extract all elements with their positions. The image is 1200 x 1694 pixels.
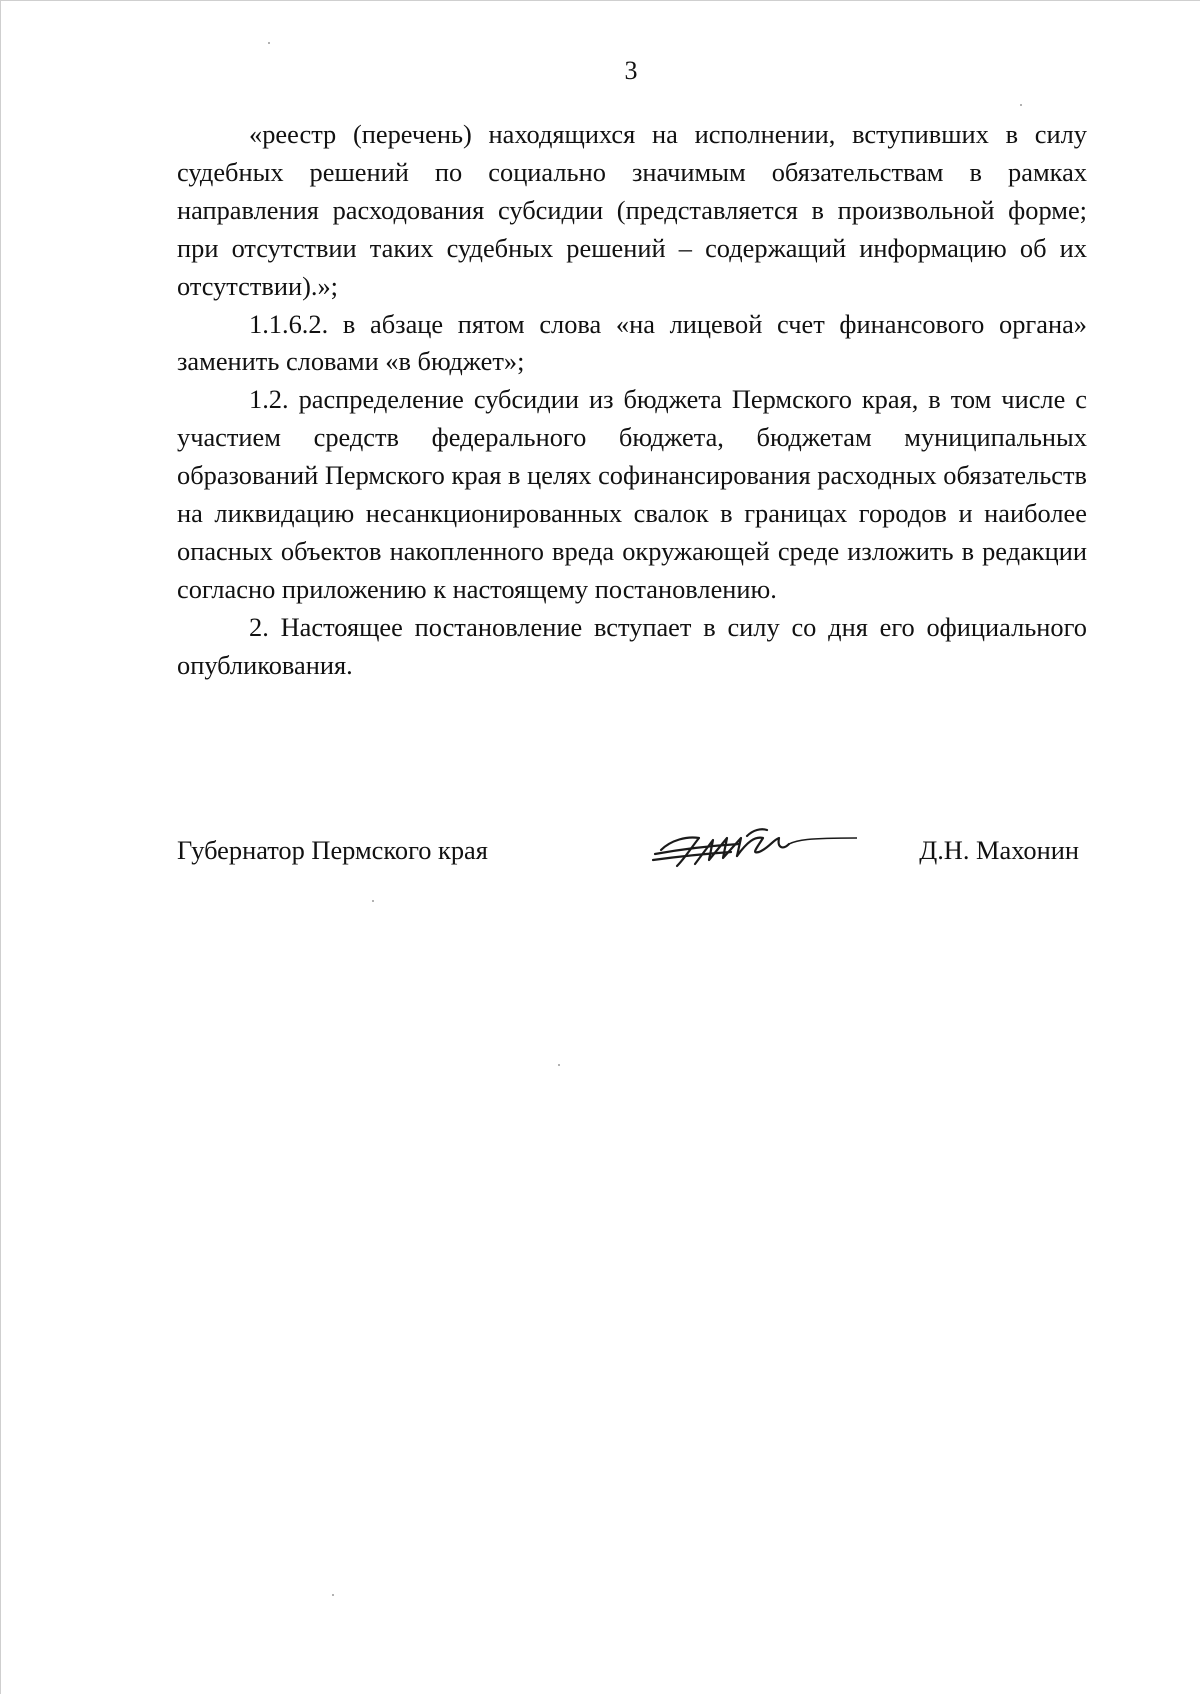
signatory-name: Д.Н. Махонин [919, 835, 1079, 865]
scan-edge-top [0, 0, 1200, 1]
scan-speck [1020, 104, 1022, 106]
scan-speck [268, 42, 270, 44]
scan-speck [558, 1064, 560, 1066]
scan-speck [332, 1594, 334, 1596]
document-body [177, 116, 1087, 685]
paragraph-2: 2. Настоящее постановление вступает в силу со дня его официального опубликования. [177, 611, 1087, 680]
paragraph-1-2: 1.2. распределение субсидии из бюджета Пермского края, в том числе с участием средств федерального бюджета, бюджетам муниципальных образований Пермского края в целях софинансирования расходных обязательств на ликвидацию несанкционированных свалок в границах городов и наиболее опасных объектов накопленного вреда окружающей среде изложить в редакции согласно приложению к настоящему постановлению. [177, 384, 1087, 604]
paragraph-1-1-6-2: 1.1.6.2. в абзаце пятом слова «на лицевой счет финансового органа» заменить словами «в бюджет»; [177, 308, 1087, 377]
paragraph-registry: «реестр (перечень) находящихся на исполнении, вступивших в силу судебных решений по социально значимым обязательствам в рамках направления расходования субсидии (представляется в произвольной форме; при отсутствии таких судебных решений – содержащий информацию об их отсутствии).»; [177, 119, 1087, 301]
scan-edge-left [0, 0, 1, 1694]
signature-block [177, 820, 1087, 880]
signatory-position: Губернатор Пермского края [177, 835, 488, 865]
signature-icon [647, 820, 857, 880]
scan-speck [372, 900, 374, 902]
page-number: 3 [624, 56, 638, 85]
